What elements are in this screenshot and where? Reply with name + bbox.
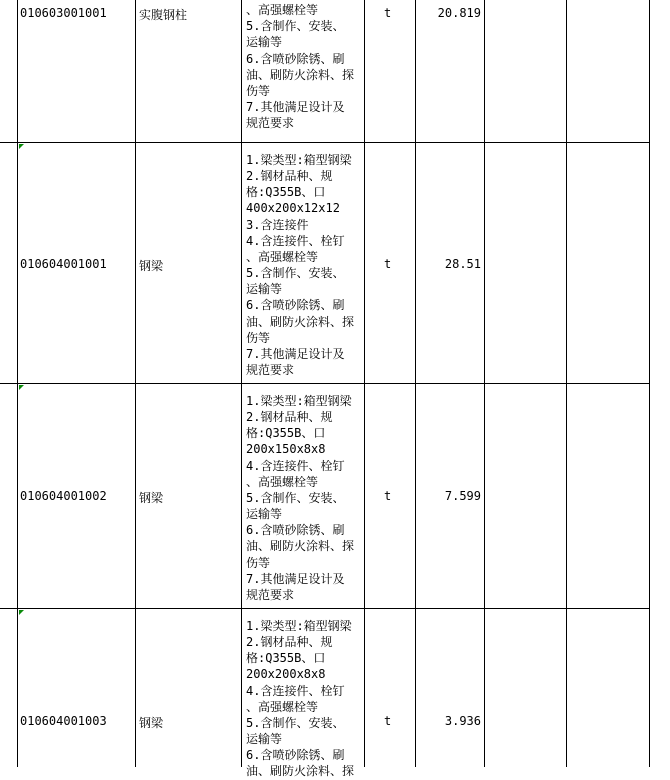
row-separator: [0, 383, 650, 384]
item-name-cell[interactable]: 钢梁: [139, 259, 164, 273]
item-code-cell[interactable]: 010603001001: [20, 6, 107, 20]
unit-cell[interactable]: t: [384, 489, 392, 503]
unit-cell[interactable]: t: [384, 714, 392, 728]
quantity-cell[interactable]: 28.51: [444, 257, 481, 271]
row-separator: [0, 608, 650, 609]
item-code-cell[interactable]: 010604001002: [20, 489, 107, 503]
cell-comment-marker: [19, 144, 24, 149]
item-description-cell[interactable]: 、高强螺栓等 5.含制作、安装、 运输等 6.含喷砂除锈、刷 油、刷防火涂料、探 伤等 7.其他满足设计及 规范要求: [246, 3, 355, 131]
cell-comment-marker: [19, 385, 24, 390]
row-separator: [0, 142, 650, 143]
cell-comment-marker: [19, 610, 24, 615]
unit-cell[interactable]: t: [384, 6, 392, 20]
item-name-cell[interactable]: 实腹钢柱: [139, 8, 188, 22]
item-name-cell[interactable]: 钢梁: [139, 491, 164, 505]
item-description-cell[interactable]: 1.梁类型:箱型钢梁 2.钢材品种、规 格:Q355B、口 200x200x8x8 4.含连接件、栓钉 、高强螺栓等 5.含制作、安装、 运输等 6.含喷砂除锈、刷 油、刷防火涂料、探: [246, 619, 355, 779]
quantity-cell[interactable]: 3.936: [444, 714, 481, 728]
item-code-cell[interactable]: 010604001001: [20, 257, 107, 271]
item-code-cell[interactable]: 010604001003: [20, 714, 107, 728]
item-description-cell[interactable]: 1.梁类型:箱型钢梁 2.钢材品种、规 格:Q355B、口 200x150x8x8 4.含连接件、栓钉 、高强螺栓等 5.含制作、安装、 运输等 6.含喷砂除锈、刷 油、刷防火涂料、探 伤等 7.其他满足设计及 规范要求: [246, 394, 355, 602]
item-name-cell[interactable]: 钢梁: [139, 716, 164, 730]
quantity-cell[interactable]: 20.819: [437, 6, 481, 20]
unit-cell[interactable]: t: [384, 257, 392, 271]
item-description-cell[interactable]: 1.梁类型:箱型钢梁 2.钢材品种、规 格:Q355B、口 400x200x12x12 3.含连接件 4.含连接件、栓钉 、高强螺栓等 5.含制作、安装、 运输等 6.含喷砂除锈、刷 油、刷防火涂料、探 伤等 7.其他满足设计及 规范要求: [246, 153, 355, 378]
quantity-cell[interactable]: 7.599: [444, 489, 481, 503]
